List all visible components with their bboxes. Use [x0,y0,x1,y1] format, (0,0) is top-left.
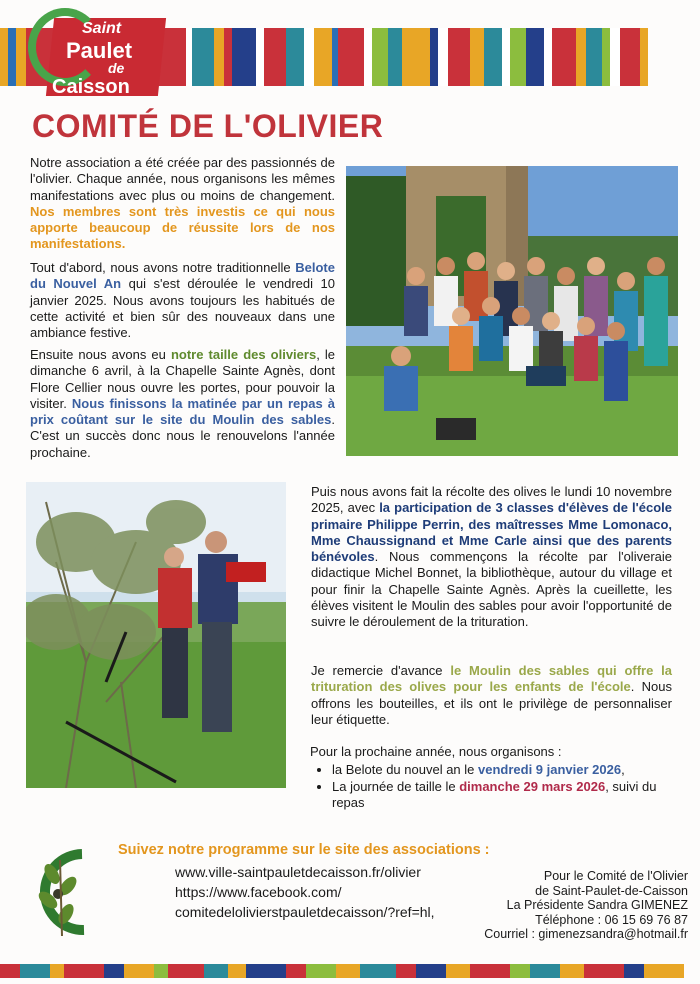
signature-line-2: de Saint-Paulet-de-Caisson [535,883,688,898]
intro-highlight: Nos membres sont très investis ce qui nous apporte beaucoup de réussite lors de nos manifestations. [30,203,335,252]
taille-paragraph [30,347,335,461]
taille-text-3: . C'est un succès donc nous le renouvelons l'année prochaine. [30,412,335,460]
remerciement-text-1: Je remercie d'avance [311,663,443,678]
olive-harvest-photo [26,482,286,788]
logo-text-saint: Saint [82,20,122,37]
taille-highlight-1: notre taille des oliviers [170,347,317,362]
belote-item-text: la Belote du nouvel an le [332,762,475,778]
next-year-item-taille [332,779,682,812]
next-year-item-belote [332,762,682,778]
logo-text-paulet: Paulet [66,38,133,63]
facebook-link[interactable]: https://www.facebook.com/ [175,884,342,900]
taille-text-2: , le dimanche 6 avril, à la Chapelle Sainte Agnès, dont Flore Cellier nous ouvre les portes, pour pouvoir la visiter. [30,347,335,411]
belote-item-end: , [621,762,625,778]
next-year-section [310,744,682,811]
program-links [175,862,435,922]
intro-paragraph [30,155,335,253]
belote-paragraph [30,260,335,341]
next-year-intro: Pour la prochaine année, nous organisons : [310,744,562,759]
facebook-link-path[interactable]: comitedelolivierstpauletdecaisson/?ref=hl, [175,904,435,920]
remerciement-highlight: le Moulin des sables qui offre la trituration des olives pour les enfants de l'école [311,663,672,695]
site-link[interactable]: www.ville-saintpauletdecaisson.fr/olivier [175,864,421,880]
remerciement-text-2: . Nous offrons les bouteilles, et ils ont le privilège de personnaliser leur étiquette. [311,679,672,727]
logo-text-de: de [108,60,125,76]
recolte-text-2: . Nous commençons la récolte par l'oliveraie didactique Michel Bonnet, la bibliothèque, autour du village et pour finir la Chapelle Sainte Agnès. Après la cueillette, les élèves visitent le Moulin des sables pour avoir l'opportunité de suivre le déroulement de la trituration. [311,549,672,630]
logo-text-caisson: Caisson [52,76,130,98]
taille-highlight-2: Nous finissons la matinée par un repas à prix coûtant sur le site du Moulin des sables [30,395,335,428]
taille-item-end: , suivi du repas [332,778,657,810]
children-group-photo [346,166,678,456]
page-title: COMITÉ DE L'OLIVIER [32,108,384,144]
bottom-color-stripe [0,964,700,978]
belote-text-2: qui s'est déroulée le vendredi 10 janvier 2025. Nous avons toujours les habitués de cette activité et bien sûr des nouveaux dans une ambiance festive. [30,276,335,341]
olive-club-logo [22,844,100,944]
intro-text: Notre association a été créée par des passionnés de l'olivier. Chaque année, nous organisons les mêmes manifestations avec plus ou moins de changement. [30,155,335,203]
recolte-paragraph [311,484,672,631]
signature-phone: Téléphone : 06 15 69 76 87 [535,912,688,927]
signature-email[interactable]: Courriel : gimenezsandra@hotmail.fr [484,927,688,942]
signature-block [484,869,688,942]
recolte-text-1: Puis nous avons fait la récolte des olives le lundi 10 novembre 2025, avec [311,484,672,516]
belote-highlight: Belote du Nouvel An [30,260,335,292]
taille-item-date: dimanche 29 mars 2026 [459,778,606,794]
recolte-highlight: la participation de 3 classes d'élèves de l'école primaire Philippe Perrin, des maîtresses Mme Lomonaco, Mme Chaussignand et Mme Carle ainsi que des parents bénévoles [311,500,672,565]
next-year-list [310,762,682,811]
signature-line-3: La Présidente Sandra GIMENEZ [506,898,688,913]
belote-item-date: vendredi 9 janvier 2026 [478,762,622,778]
belote-text-1: Tout d'abord, nous avons notre traditionnelle [30,260,291,275]
village-logo [22,6,164,102]
program-heading: Suivez notre programme sur le site des associations : [118,842,490,858]
taille-text-1: Ensuite nous avons eu [30,347,166,362]
signature-line-1: Pour le Comité de l'Olivier [543,869,688,883]
remerciement-paragraph [311,663,672,728]
taille-item-text: La journée de taille le [332,778,456,794]
